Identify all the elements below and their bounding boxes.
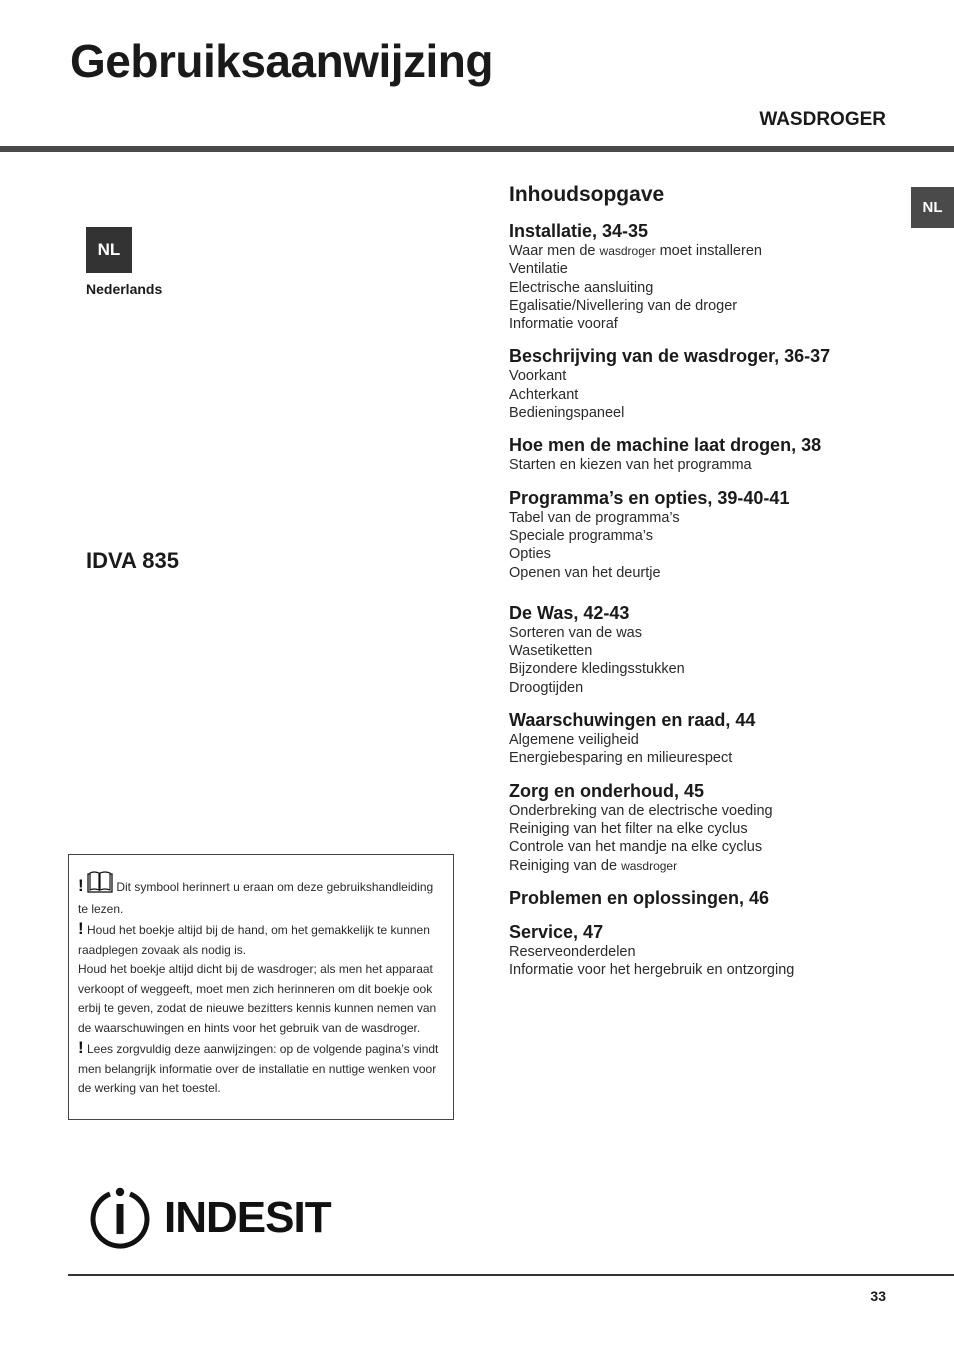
toc-item: Bijzondere kledingsstukken: [509, 661, 685, 678]
exclamation-icon: !: [78, 919, 84, 938]
toc-section-beschrijving: [509, 345, 929, 422]
page-number: 33: [870, 1288, 886, 1304]
header-divider: [0, 146, 954, 152]
indesit-logo: [88, 1186, 331, 1250]
language-badge: NL: [86, 227, 132, 273]
toc-section-title: Service, 47: [509, 921, 604, 942]
product-type: WASDROGER: [759, 109, 886, 130]
toc-item: Algemene veiligheid: [509, 732, 639, 749]
toc-item: Bedieningspaneel: [509, 405, 625, 422]
toc-item: Egalisatie/Nivellering van de droger: [509, 297, 738, 314]
toc-section-title: Hoe men de machine laat drogen, 38: [509, 435, 822, 456]
toc-item: Sorteren van de was: [509, 624, 642, 641]
footer-divider: [68, 1274, 954, 1276]
toc-item: Reserveonderdelen: [509, 943, 636, 960]
notice-paragraph: ! Dit symbool herinnert u eraan om deze gebruikshandleiding te lezen.: [78, 871, 443, 919]
toc-item: Opties: [509, 546, 551, 563]
toc-section-zorg: [509, 780, 929, 875]
toc-item: Reiniging van het filter na elke cyclus: [509, 820, 748, 837]
toc-section-installatie: [509, 220, 929, 333]
exclamation-icon: !: [78, 876, 84, 895]
toc-section-service: [509, 921, 929, 980]
toc-section-title: Programma’s en opties, 39-40-41: [509, 487, 790, 508]
toc-item: Controle van het mandje na elke cyclus: [509, 839, 763, 856]
toc-item: Electrische aansluiting: [509, 279, 654, 296]
language-name: Nederlands: [86, 281, 163, 297]
notice-paragraph: Houd het boekje altijd dicht bij de wasdroger; als men het apparaat verkoopt of weggeeft, moet men zich herinneren om dit boekje ook erbij te geven, zodat de nieuwe bezitters kennis kunnen nemen van de waarschuwingen en hints voor het gebruik van de wasdroger.: [78, 962, 437, 1035]
book-icon: [87, 871, 113, 900]
toc-heading: Inhoudsopgave: [509, 183, 665, 206]
toc-item: Voorkant: [509, 368, 567, 385]
exclamation-icon: !: [78, 1038, 84, 1057]
model-number: IDVA 835: [86, 548, 179, 573]
toc-section-title: Problemen en oplossingen, 46: [509, 887, 770, 908]
toc-section-de-was: [509, 602, 929, 697]
page-title: Gebruiksaanwijzing: [70, 35, 493, 87]
toc-item: Reiniging van de wasdroger: [509, 857, 678, 874]
toc-section-drogen: [509, 434, 929, 474]
toc-item: Informatie voor het hergebruik en ontzorging: [509, 962, 795, 979]
notice-paragraph: ! Houd het boekje altijd bij de hand, om het gemakkelijk te kunnen raadplegen zovaak als nodig is.: [78, 919, 430, 957]
toc-section-title: Zorg en onderhoud, 45: [509, 780, 705, 801]
brand-name: INDESIT: [164, 1193, 331, 1242]
toc-item: Waar men de wasdroger moet installeren: [509, 243, 762, 259]
notice-box: [68, 854, 454, 1120]
toc-item: Informatie vooraf: [509, 316, 618, 333]
toc-section-title: De Was, 42-43: [509, 602, 630, 623]
language-side-tab: NL: [911, 187, 954, 228]
toc-section-programmas: [509, 487, 929, 582]
notice-paragraph: ! Lees zorgvuldig deze aanwijzingen: op de volgende pagina’s vindt men belangrijk informatie over de installatie en nuttige wenken voor de werking van het toestel.: [78, 1038, 439, 1095]
toc-section-problemen: [509, 887, 929, 909]
toc-section-waarschuwingen: [509, 709, 929, 768]
toc-item: Achterkant: [509, 386, 579, 403]
toc-section-title: Beschrijving van de wasdroger, 36-37: [509, 346, 831, 367]
toc-item: Openen van het deurtje: [509, 564, 661, 581]
toc-item: Droogtijden: [509, 679, 584, 696]
toc-section-title: Waarschuwingen en raad, 44: [509, 710, 756, 731]
toc-item: Onderbreking van de electrische voeding: [509, 802, 773, 819]
toc-item: Tabel van de programma’s: [509, 509, 680, 526]
toc-item: Starten en kiezen van het programma: [509, 457, 752, 474]
toc-item: Ventilatie: [509, 261, 568, 278]
indesit-logo-icon: [88, 1186, 152, 1250]
toc-item: Speciale programma’s: [509, 527, 653, 544]
toc-item: Energiebesparing en milieurespect: [509, 750, 733, 767]
toc-section-title: Installatie, 34-35: [509, 221, 649, 241]
toc-item: Wasetiketten: [509, 643, 593, 660]
table-of-contents: [509, 183, 929, 991]
